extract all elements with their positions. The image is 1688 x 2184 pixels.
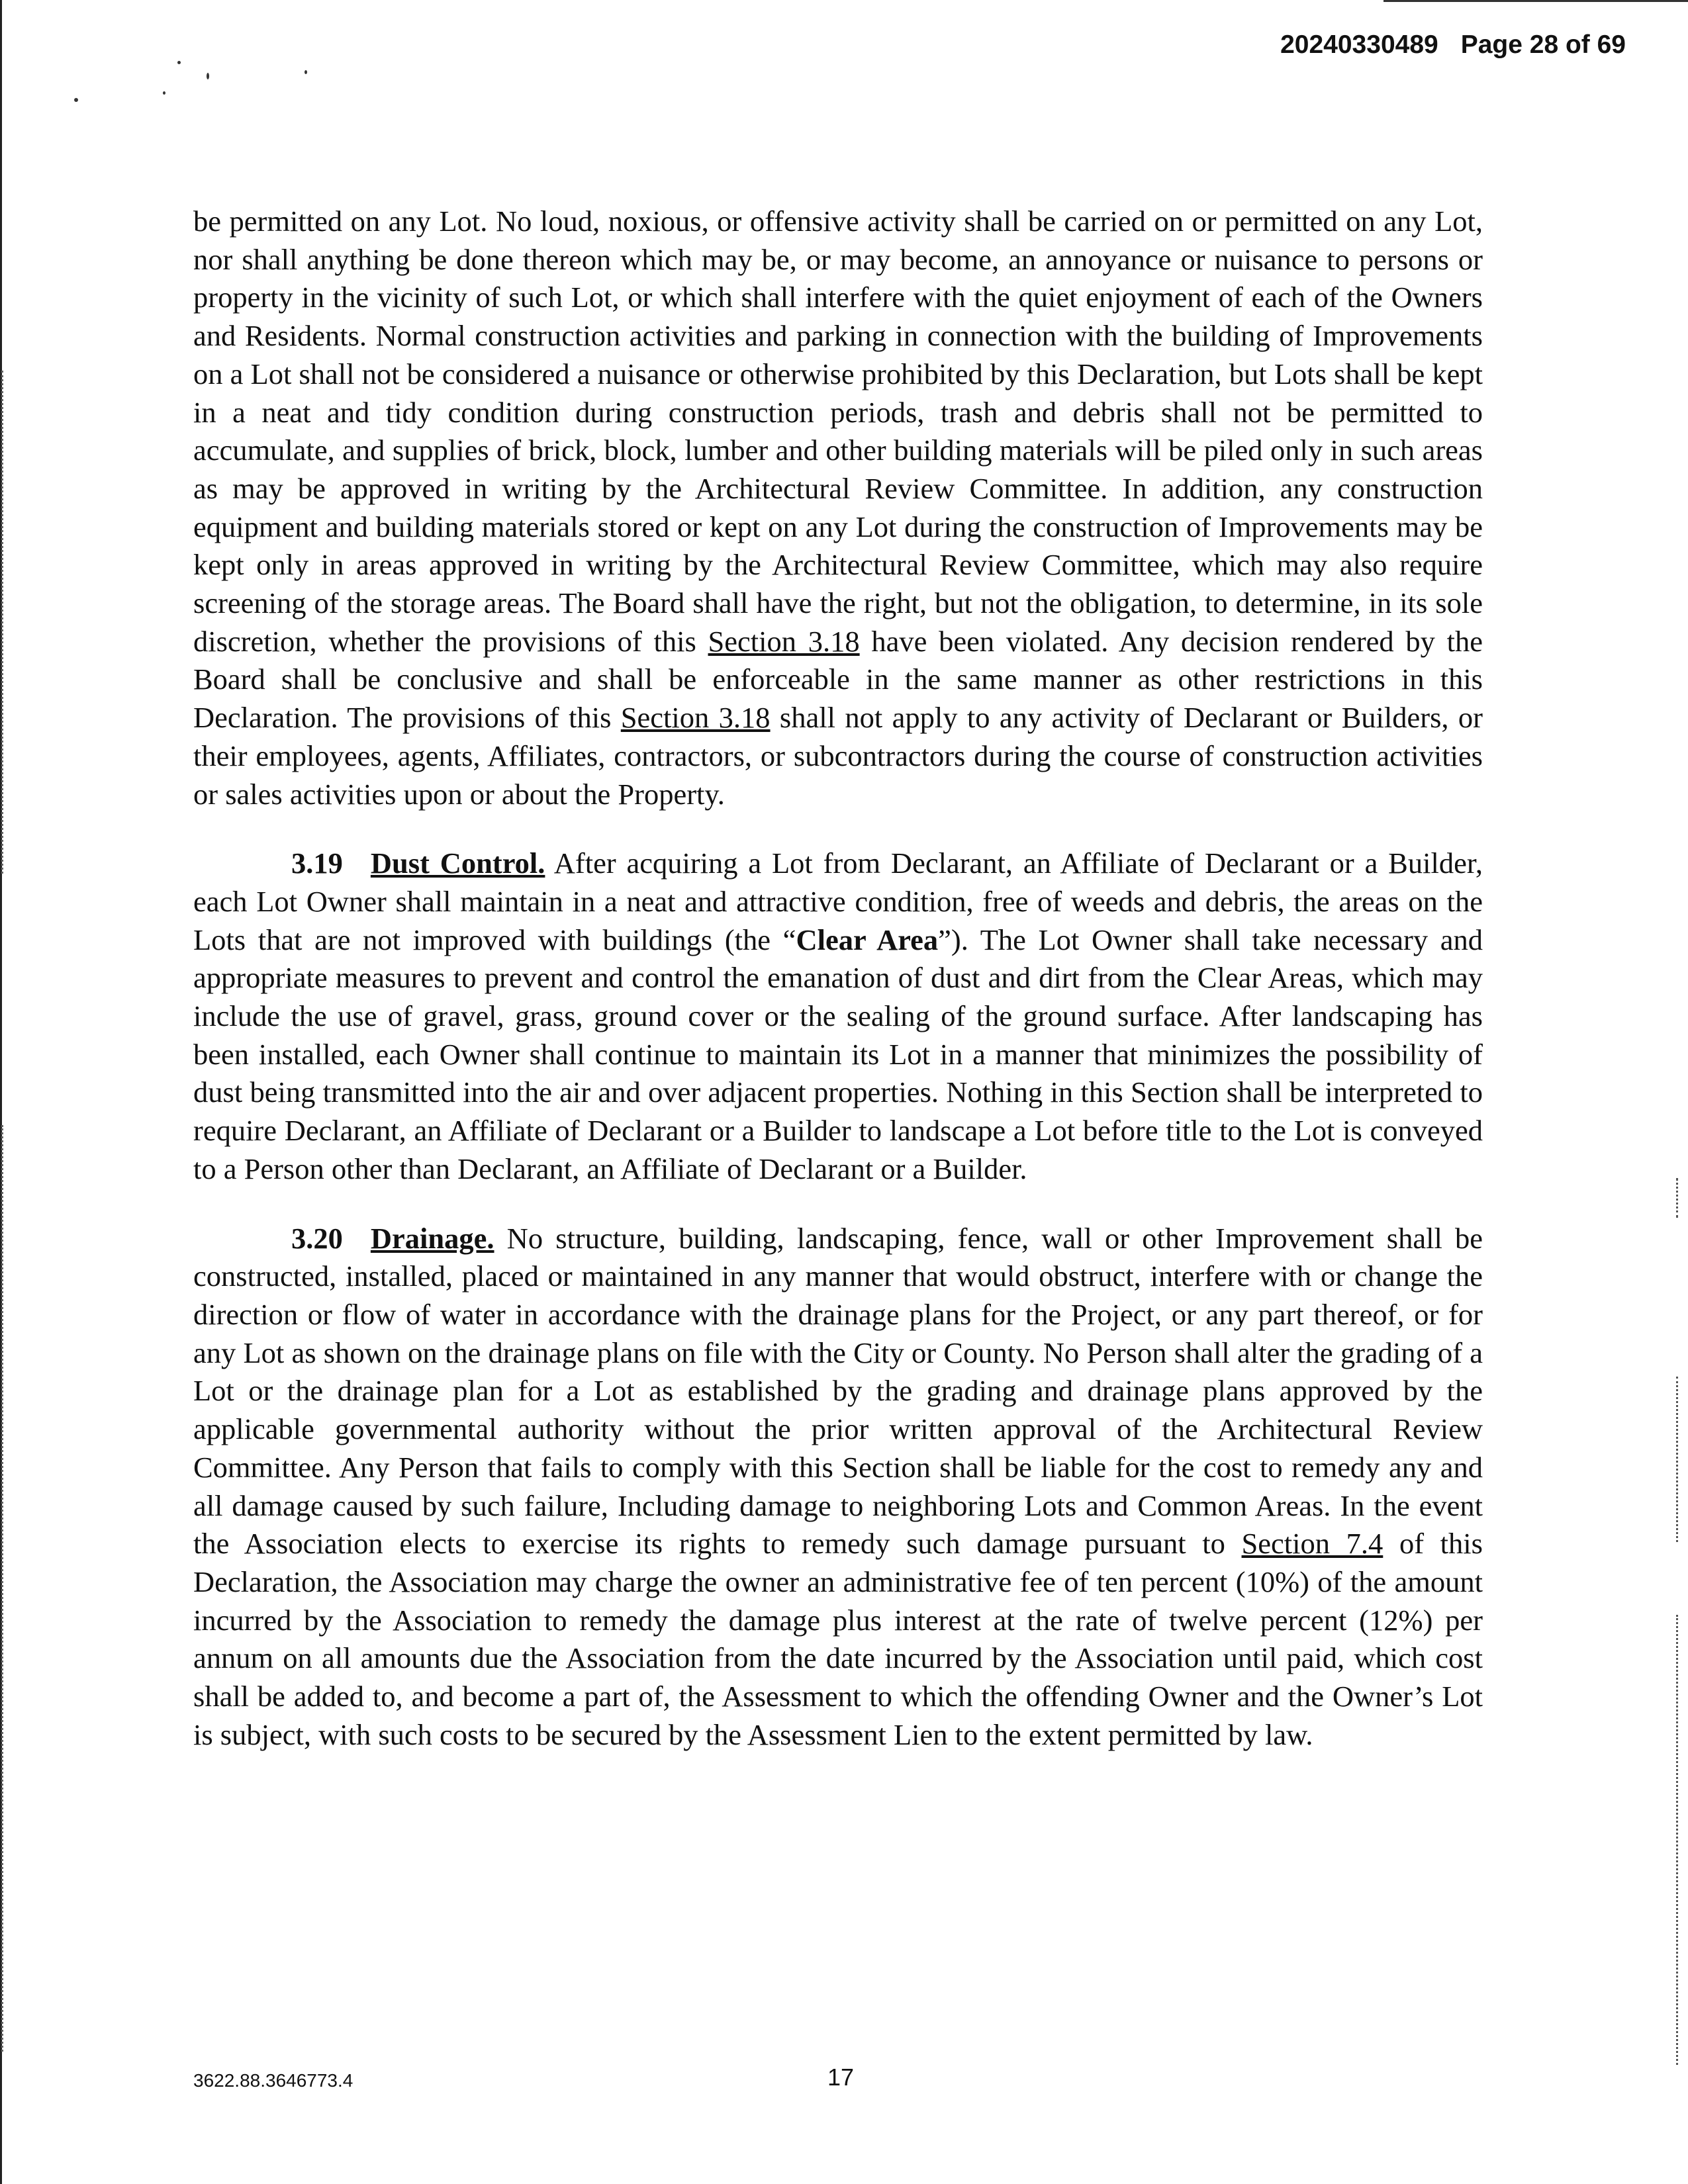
paragraph-text: of this Declaration, the Association may charge the owner an administrative fee of ten percent (10%) of the amount incurred by the Association to remedy the damage plus interest at the rate of twelve percent (12%) per annum on all amounts due the Association from the date incurred by the Association until paid, which cost shall be added to, and become a part of, the Assessment to which the offending Owner and the Owner’s Lot is subject, with such costs to be secured by the Assessment Lien to the extent permitted by law. <box>193 1527 1483 1751</box>
document-body <box>193 203 1483 1754</box>
scan-margin-dots <box>1 371 5 874</box>
scan-speck <box>305 70 307 74</box>
paragraph-text: shall not apply to any activity of Declarant or Builders, or their employees, agents, Affiliates, contractors, or subcontractors during the course of construction activities or sales activities upon or about the Property. <box>193 701 1483 811</box>
paragraph-text: ”). The Lot Owner shall take necessary and appropriate measures to prevent and control the emanation of dust and dirt from the Clear Areas, which may include the use of gravel, grass, ground cover or the sealing of the ground surface. After landscaping has been installed, each Owner shall continue to maintain its Lot in a manner that minimizes the possibility of dust being transmitted into the air and over adjacent properties. Nothing in this Section shall be interpreted to require Declarant, an Affiliate of Declarant or a Builder to landscape a Lot before title to the Lot is conveyed to a Person other than Declarant, an Affiliate of Declarant or a Builder. <box>193 923 1483 1185</box>
section-reference: Section 7.4 <box>1241 1527 1383 1561</box>
paragraph-text: be permitted on any Lot. No loud, noxious, or offensive activity shall be carried on or permitted on any Lot, nor shall anything be done thereon which may be, or may become, an annoyance or nuisance to persons or property in the vicinity of such Lot, or which shall interfere with the quiet enjoyment of each of the Owners and Residents. Normal construction activities and parking in connection with the building of Improvements on a Lot shall not be considered a nuisance or otherwise prohibited by this Declaration, but Lots shall be kept in a neat and tidy condition during construction periods, trash and debris shall not be permitted to accumulate, and supplies of brick, block, lumber and other building materials will be piled only in such areas as may be approved in writing by the Architectural Review Committee. In addition, any construction equipment and building materials stored or kept on any Lot during the construction of Improvements may be kept only in areas approved in writing by the Architectural Review Committee, which may also require screening of the storage areas. The Board shall have the right, but not the obligation, to determine, in its sole discretion, whether the provisions of this <box>193 205 1483 658</box>
section-title: Drainage. <box>370 1221 494 1255</box>
footer-page-number: 17 <box>827 2064 855 2091</box>
scan-margin-dots <box>1676 1377 1680 1542</box>
scan-speck <box>163 91 165 95</box>
scan-margin-dots <box>1 1125 5 2052</box>
scan-speck <box>74 98 78 102</box>
footer-document-id: 3622.88.3646773.4 <box>193 2070 353 2091</box>
continuation-paragraph <box>193 203 1483 813</box>
section-reference: Section 3.18 <box>708 624 860 658</box>
section-number: 3.19 <box>291 846 343 880</box>
section-3-19-dust-control <box>193 844 1483 1188</box>
defined-term: Clear Area <box>796 923 939 956</box>
paragraph-text: After acquiring a Lot from Declarant, an Affiliate of Declarant or a Builder, each Lot Owner shall maintain in a neat and attractive condition, free of weeds and debris, the areas on the Lots that are not improved with buildings (the “ <box>193 846 1483 956</box>
section-3-20-drainage <box>193 1220 1483 1754</box>
scan-margin-dots <box>1676 1615 1680 2065</box>
scan-edge-top <box>1383 0 1688 2</box>
scan-speck <box>207 73 209 79</box>
section-reference: Section 3.18 <box>620 701 771 735</box>
paragraph-text: No structure, building, landscaping, fence, wall or other Improvement shall be constructed, installed, placed or maintained in any manner that would obstruct, interfere with or change the direction or flow of water in accordance with the drainage plans for the Project, or any part thereof, or for any Lot as shown on the drainage plans on file with the City or County. No Person shall alter the grading of a Lot or the drainage plan for a Lot as established by the grading and drainage plans approved by the applicable governmental authority without the prior written approval of the Architectural Review Committee. Any Person that fails to comply with this Section shall be liable for the cost to remedy any and all damage caused by such failure, Including damage to neighboring Lots and Common Areas. In the event the Association elects to exercise its rights to remedy such damage pursuant to <box>193 1221 1483 1561</box>
recording-header <box>1280 30 1626 60</box>
scan-speck <box>177 61 181 64</box>
page-count-label: Page 28 of 69 <box>1460 30 1626 59</box>
document-number: 20240330489 <box>1280 30 1438 59</box>
section-number: 3.20 <box>291 1221 343 1255</box>
section-title: Dust Control. <box>370 846 545 880</box>
scan-margin-dots <box>1676 1178 1680 1218</box>
paragraph-text: have been violated. Any decision rendered by the Board shall be conclusive and shall be enforceable in the same manner as other restrictions in this Declaration. The provisions of this <box>193 624 1483 735</box>
